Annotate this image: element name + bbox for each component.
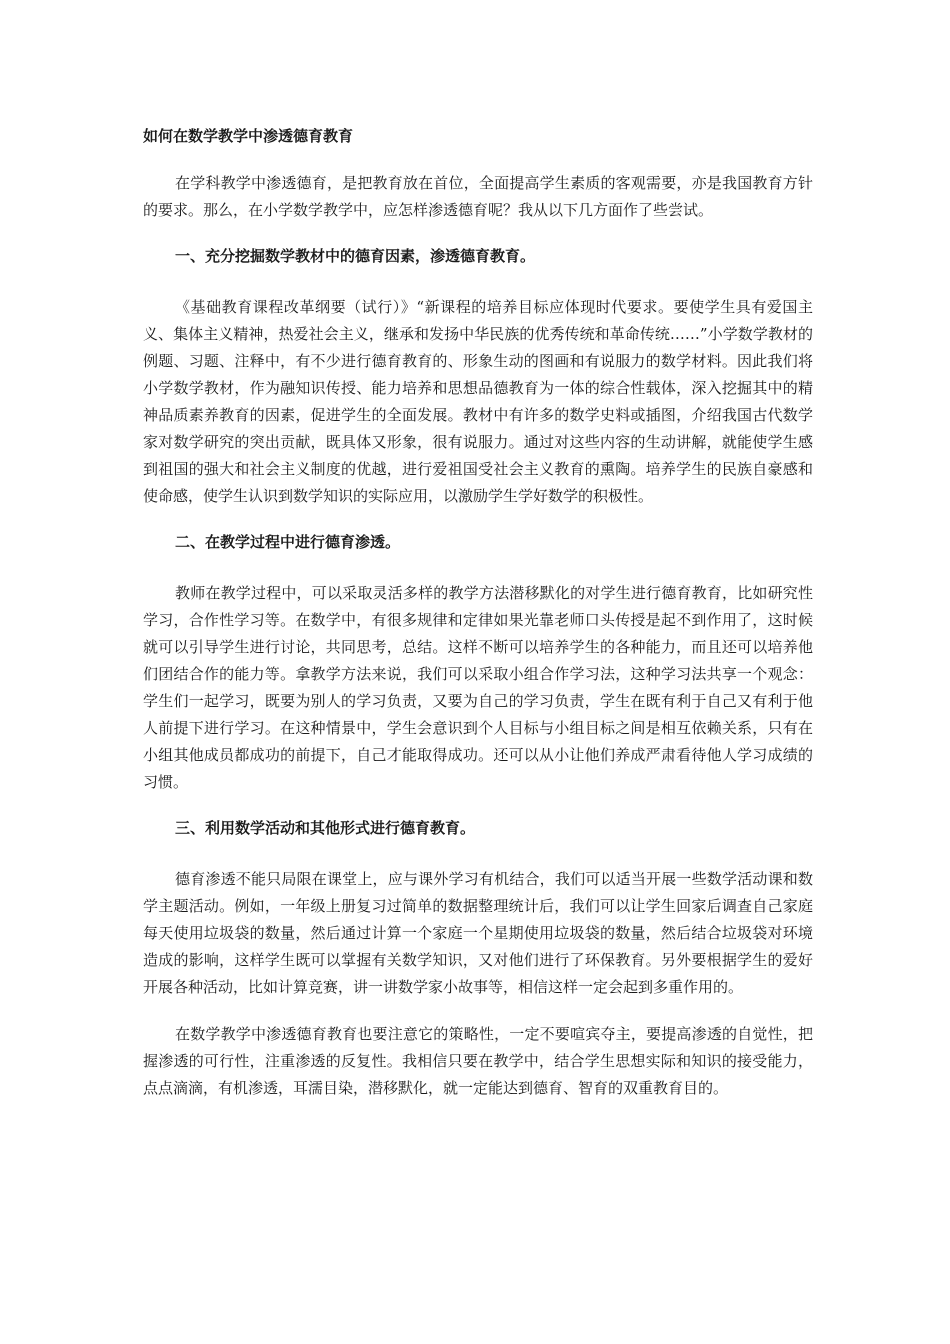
conclusion-paragraph: 在数学教学中渗透德育教育也要注意它的策略性，一定不要喧宾夺主，要提高渗透的自觉性，把握渗透的可行性，注重渗透的反复性。我相信只要在教学中，结合学生思想实际和知识的接受能力，点点滴滴，有机渗透，耳濡目染，潜移默化，就一定能达到德育、智育的双重教育目的。 [143,1025,813,1097]
intro-paragraph: 在学科教学中渗透德育，是把教育放在首位，全面提高学生素质的客观需要，亦是我国教育方针的要求。那么，在小学数学教学中，应怎样渗透德育呢？我从以下几方面作了些尝试。 [143,174,813,219]
section-2-body: 教师在教学过程中，可以采取灵活多样的教学方法潜移默化的对学生进行德育教育，比如研究性学习，合作性学习等。在数学中，有很多规律和定律如果光靠老师口头传授是起不到作用了，这时候就可以引导学生进行讨论，共同思考，总结。这样不断可以培养学生的各种能力，而且还可以培养他们团结合作的能力等。拿教学方法来说，我们可以采取小组合作学习法，这种学习法共享一个观念：学生们一起学习，既要为别人的学习负责，又要为自己的学习负责，学生在既有利于自己又有利于他人前提下进行学习。在这种情景中，学生会意识到个人目标与小组目标之间是相互依赖关系，只有在小组其他成员都成功的前提下，自己才能取得成功。还可以从小让他们养成严肃看待他人学习成绩的习惯。 [143,584,813,791]
section-3-heading: 三、利用数学活动和其他形式进行德育教育。 [175,819,476,837]
section-2-heading: 二、在教学过程中进行德育渗透。 [175,533,401,551]
document-title: 如何在数学教学中渗透德育教育 [143,127,354,145]
section-3-body: 德育渗透不能只局限在课堂上，应与课外学习有机结合，我们可以适当开展一些数学活动课和数学主题活动。例如，一年级上册复习过简单的数据整理统计后，我们可以让学生回家后调查自己家庭每天使用垃圾袋的数量，然后通过计算一个家庭一个星期使用垃圾袋的数量，然后结合垃圾袋对环境造成的影响，这样学生既可以掌握有关数学知识，又对他们进行了环保教育。另外要根据学生的爱好开展各种活动，比如计算竞赛，讲一讲数学家小故事等，相信这样一定会起到多重作用的。 [143,870,813,996]
section-1-body: 《基础教育课程改革纲要（试行）》“新课程的培养目标应体现时代要求。要使学生具有爱国主义、集体主义精神，热爱社会主义，继承和发扬中华民族的优秀传统和革命传统……”小学数学教材的例题、习题、注释中，有不少进行德育教育的、形象生动的图画和有说服力的数学材料。因此我们将小学数学教材，作为融知识传授、能力培养和思想品德教育为一体的综合性载体，深入挖掘其中的精神品质素养教育的因素，促进学生的全面发展。教材中有许多的数学史料或插图，介绍我国古代数学家对数学研究的突出贡献，既具体又形象，很有说服力。通过对这些内容的生动讲解，就能使学生感到祖国的强大和社会主义制度的优越，进行爱祖国受社会主义教育的熏陶。培养学生的民族自豪感和使命感，使学生认识到数学知识的实际应用，以激励学生学好数学的积极性。 [143,298,813,505]
section-1-heading: 一、充分挖掘数学教材中的德育因素，渗透德育教育。 [175,247,536,265]
document-page [143,124,813,1122]
